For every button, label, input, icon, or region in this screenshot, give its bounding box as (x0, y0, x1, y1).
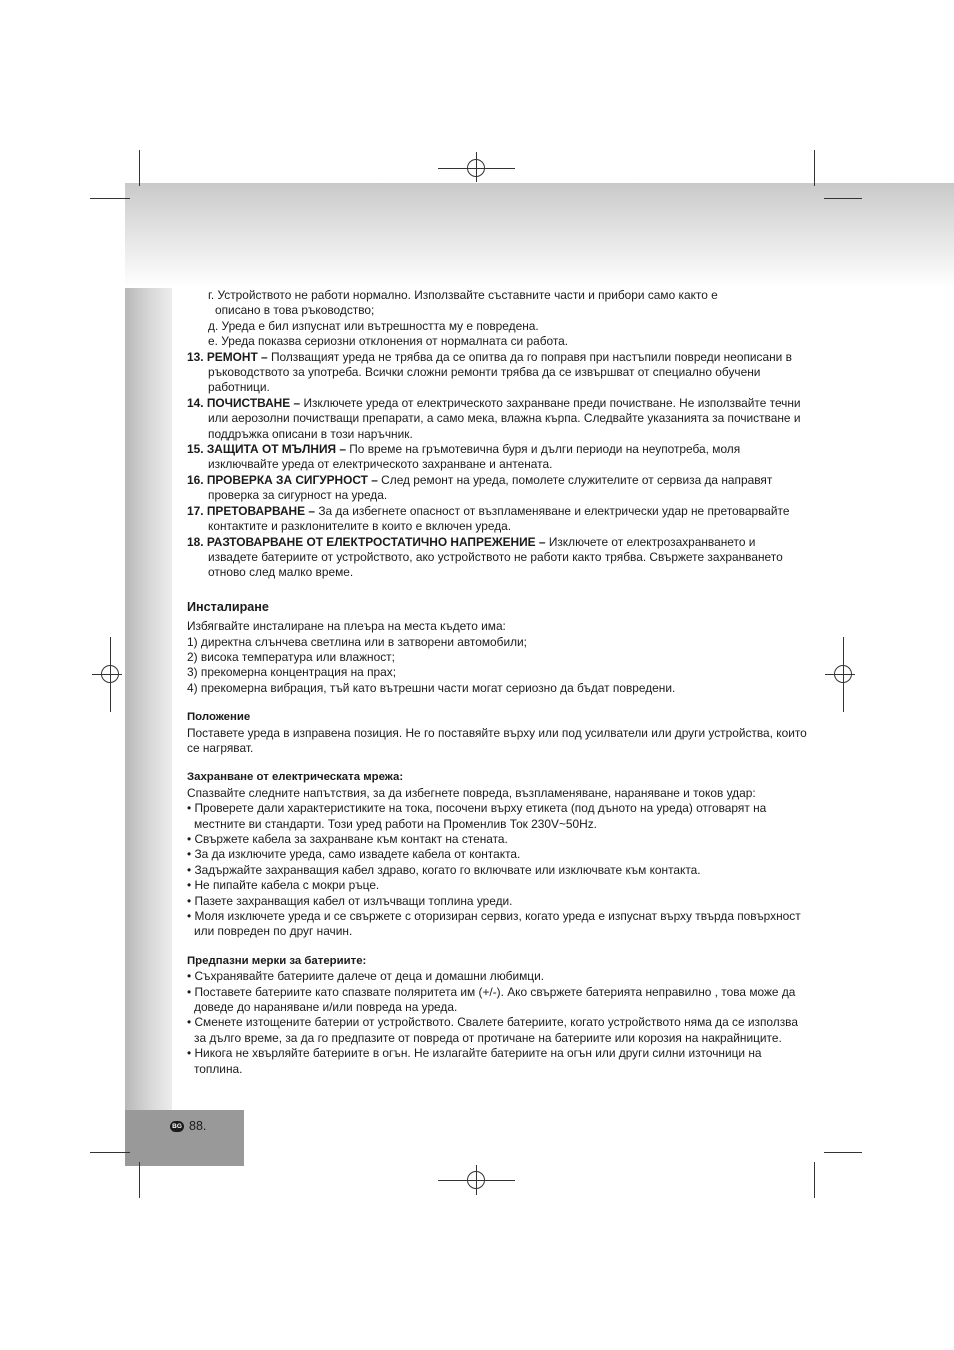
numbered-item: 14. ПОЧИСТВАНЕ – Изключете уреда от електрическото захранване преди почистване. Не използвайте течни или аерозолни почистващи препарати, а само мека, влажна кърпа. Следвайте указанията за почистване и поддръжка описани в този наръчник. (187, 395, 801, 441)
numbered-item: 18. РАЗТОВАРВАНЕ ОТ ЕЛЕКТРОСТАТИЧНО НАПРЕЖЕНИЕ – Изключете от електрозахранването и извадете батериите от устройството, ако устройството не работи както трябва. Свържете захранването отново след малко време. (187, 534, 783, 580)
crop-mark (139, 150, 140, 186)
subhead-battery: Предпазни мерки за батериите: (187, 954, 367, 967)
sub-item: д. Уреда е бил изпуснат или вътрешността му е повредена. (208, 318, 539, 333)
battery-bullet: • Съхранявайте батериите далече от деца и домашни любимци. (187, 969, 545, 984)
sub-item: е. Уреда показва сериозни отклонения от нормалната си работа. (208, 334, 569, 349)
battery-bullet: • Поставете батериите като спазвате поляритета им (+/-). Ако свържете батерията неправилно , това може да доведе до нараняване и/или повреда на уреда. (187, 984, 796, 1015)
numbered-item: 15. ЗАЩИТА ОТ МЪЛНИЯ – По време на гръмотевична буря и дълги периоди на неупотреба, моля изключвайте уреда от електрическото захранване и антената. (187, 442, 741, 472)
power-bullet: • За да изключите уреда, само извадете кабела от контакта. (187, 847, 521, 862)
crop-mark (814, 150, 815, 186)
registration-circle (101, 665, 119, 683)
registration-circle (467, 159, 485, 177)
battery-bullet: • Никога не хвърляйте батериите в огън. Не излагайте батериите на огън или други силни източници на топлина. (187, 1046, 762, 1076)
crop-mark (824, 1152, 862, 1153)
section-title-install: Инсталиране (187, 599, 269, 614)
numbered-item: 17. ПРЕТОВАРВАНЕ – За да избегнете опасност от възпламеняване и електрически удар не претоварвайте контактите и разклонителите в които е включен уреда. (187, 503, 790, 534)
power-bullet: • Не пипайте кабела с мокри ръце. (187, 878, 380, 893)
power-bullet: • Задържайте захранващия кабел здраво, когато го включвате или изключвате към контакта. (187, 862, 701, 877)
registration-circle (467, 1171, 485, 1189)
registration-circle (834, 665, 852, 683)
power-bullet: • Моля изключете уреда и се свържете с оторизиран сервиз, когато уреда е изпуснат върху твърда повърхност или повреден по друг начин. (187, 909, 801, 939)
subhead-power: Захранване от електрическата мрежа: (187, 771, 404, 784)
page-content (187, 288, 807, 1077)
position-text: Поставете уреда в изправена позиция. Не го поставяйте върху или под усилватели или други устройства, които се нагряват. (187, 725, 807, 755)
crop-mark (814, 1162, 815, 1198)
crop-mark (90, 198, 130, 199)
install-item: 3) прекомерна концентрация на прах; (187, 665, 397, 680)
crop-mark (824, 198, 862, 199)
power-bullet: • Свържете кабела за захранване към контакт на стената. (187, 832, 508, 846)
install-item: 4) прекомерна вибрация, тъй като вътрешни части могат сериозно да бъдат повредени. (187, 680, 676, 695)
battery-bullet: • Сменете изтощените батерии от устройството. Свалете батериите, когато устройството няма да се използва за дълго време, за да го предпазите от повреда от протичане на батериите или корозия на накрайниците. (187, 1015, 798, 1045)
crop-mark (90, 1152, 130, 1153)
power-bullet: • Проверете дали характеристиките на тока, посочени върху етикета (под дъното на уреда) отговарят на местните ви стандарти. Този уред работи на Променлив Ток 230V~50Hz. (187, 801, 767, 831)
numbered-item: 13. РЕМОНТ – Ползващият уреда не трябва да се опитва да го поправя при настъпили повреди неописани в ръководството за употреба. Всички сложни ремонти трябва да се извършват от специално обучени работници. (187, 349, 792, 395)
sub-item: г. Устройството не работи нормално. Използвайте съставните части и прибори само както е описано в това ръководство; (208, 288, 718, 318)
language-badge-icon: BG (170, 1121, 184, 1132)
install-item: 2) висока температура или влажност; (187, 649, 395, 664)
page-number: 88. (189, 1119, 207, 1133)
crop-mark (139, 1162, 140, 1198)
power-bullet: • Пазете захранващия кабел от излъчващи топлина уреди. (187, 893, 513, 908)
power-intro: Спазвайте следните напътствия, за да избегнете повреда, възпламеняване, нараняване и токов удар: (187, 785, 756, 800)
side-strip (125, 288, 172, 1110)
install-item: 1) директна слънчева светлина или в затворени автомобили; (187, 634, 527, 649)
page-number-block (170, 1119, 206, 1133)
install-intro: Избягвайте инсталиране на плеъра на места където има: (187, 619, 506, 634)
subhead-position: Положение (187, 711, 251, 724)
numbered-item: 16. ПРОВЕРКА ЗА СИГУРНОСТ – След ремонт на уреда, помолете служителите от сервиза да направят проверка за сигурност на уреда. (187, 472, 773, 503)
